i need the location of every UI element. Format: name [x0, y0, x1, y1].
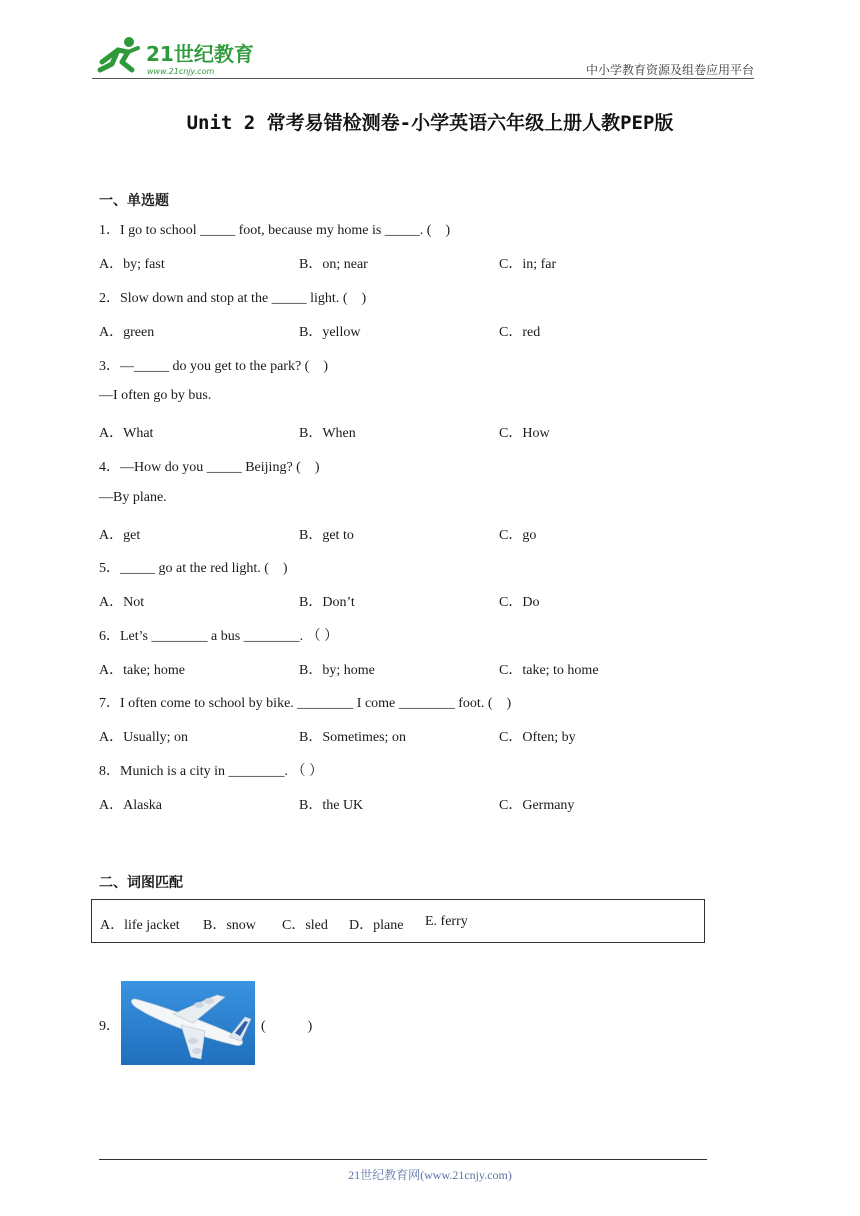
- option-c[interactable]: C．take; to home: [499, 663, 599, 678]
- question-6-text: 6．Let’s ________ a bus ________. （ ）: [99, 629, 339, 644]
- option-a[interactable]: A．Not: [99, 595, 145, 610]
- word-bank-item: C．sled: [282, 918, 328, 933]
- section-heading-multiple-choice: 一、单选题: [99, 193, 169, 209]
- option-a[interactable]: A．What: [99, 426, 154, 441]
- option-b[interactable]: B．yellow: [299, 325, 361, 340]
- option-a[interactable]: A．take; home: [99, 663, 185, 678]
- option-b[interactable]: B．When: [299, 426, 356, 441]
- option-c[interactable]: C．go: [499, 528, 537, 543]
- question-7-text: 7．I often come to school by bike. ________ I come ________ foot. ( ): [99, 696, 512, 711]
- option-a[interactable]: A．by; fast: [99, 257, 165, 272]
- question-3-text: 3．—_____ do you get to the park? ( ): [99, 359, 329, 374]
- page-title: Unit 2 常考易错检测卷-小学英语六年级上册人教PEP版: [186, 112, 674, 134]
- question-4-reply: —By plane.: [99, 490, 167, 505]
- question-3-reply: —I often go by bus.: [99, 388, 212, 403]
- option-b[interactable]: B．Sometimes; on: [299, 730, 406, 745]
- option-b[interactable]: B．on; near: [299, 257, 368, 272]
- logo-url: www.21cnjy.com: [147, 67, 215, 76]
- question-9-number: 9．: [99, 1019, 120, 1034]
- logo-text: 21世纪教育: [146, 42, 254, 66]
- option-c[interactable]: C．Germany: [499, 798, 575, 813]
- option-b[interactable]: B．Don’t: [299, 595, 355, 610]
- question-1-text: 1．I go to school _____ foot, because my home is _____. ( ): [99, 223, 451, 238]
- word-bank-item: B．snow: [203, 918, 256, 933]
- header-divider: [92, 78, 754, 79]
- option-a[interactable]: A．get: [99, 528, 141, 543]
- section-heading-word-picture-match: 二、词图匹配: [99, 875, 183, 891]
- answer-blank[interactable]: ( ): [261, 1019, 313, 1034]
- option-a[interactable]: A．green: [99, 325, 155, 340]
- footer-link[interactable]: 21世纪教育网(www.21cnjy.com): [348, 1168, 512, 1182]
- question-4-text: 4．—How do you _____ Beijing? ( ): [99, 460, 320, 475]
- question-8-text: 8．Munich is a city in ________. （ ）: [99, 764, 323, 779]
- option-a[interactable]: A．Usually; on: [99, 730, 189, 745]
- site-logo: [92, 34, 260, 78]
- word-bank-item: E. ferry: [425, 914, 468, 929]
- word-bank-box: [91, 899, 705, 943]
- option-c[interactable]: C．Often; by: [499, 730, 576, 745]
- site-slogan: 中小学教育资源及组卷应用平台: [585, 63, 754, 77]
- option-a[interactable]: A．Alaska: [99, 798, 162, 813]
- option-b[interactable]: B．the UK: [299, 798, 364, 813]
- option-b[interactable]: B．by; home: [299, 663, 375, 678]
- word-bank-item: A．life jacket: [100, 918, 180, 933]
- question-2-text: 2．Slow down and stop at the _____ light. ( ): [99, 291, 367, 306]
- word-bank-item: D．plane: [349, 918, 404, 933]
- option-c[interactable]: C．Do: [499, 595, 540, 610]
- question-5-text: 5．_____ go at the red light. ( ): [99, 561, 288, 576]
- option-c[interactable]: C．in; far: [499, 257, 557, 272]
- footer-divider: [99, 1159, 707, 1160]
- option-c[interactable]: C．How: [499, 426, 550, 441]
- airplane-image: [121, 981, 255, 1065]
- option-c[interactable]: C．red: [499, 325, 541, 340]
- option-b[interactable]: B．get to: [299, 528, 354, 543]
